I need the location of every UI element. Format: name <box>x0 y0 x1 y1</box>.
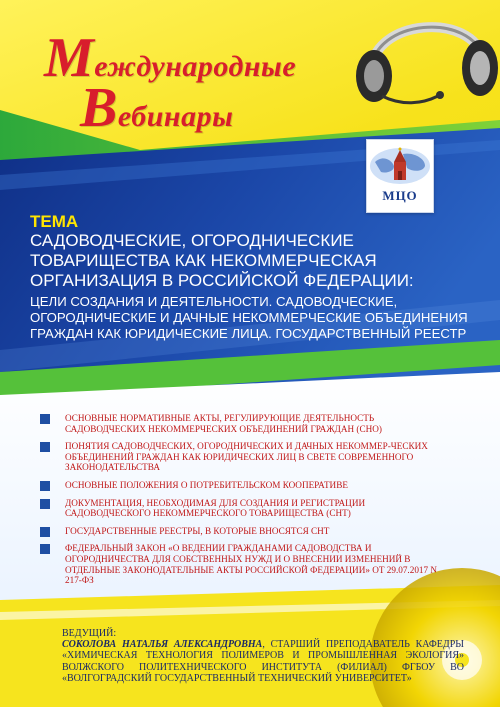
list-item <box>40 441 444 473</box>
headphones-icon <box>352 0 500 112</box>
title-line-2 <box>80 76 233 140</box>
title-line-1-rest: еждународные <box>94 50 297 83</box>
presenter-details: , СТАРШИЙ ПРЕПОДАВАТЕЛЬ КАФЕДРЫ «ХИМИЧЕСКАЯ ТЕХНОЛОГИЯ ПОЛИМЕРОВ И ПРОМЫШЛЕННАЯ ЭКОЛОГИЯ» ВОЛЖСКОГО ПОЛИТЕХНИЧЕСКОГО ИНСТИТУТА (ФИЛИАЛ) ФГБОУ ВО «ВОЛГОГРАДСКИЙ ГОСУДАРСТВЕННЫЙ ТЕХНИЧЕСКИЙ УНИВЕРСИТЕТ» <box>62 639 465 684</box>
bullet-square-icon <box>40 499 50 509</box>
theme-title: САДОВОДЧЕСКИЕ, ОГОРОДНИЧЕСКИЕ ТОВАРИЩЕСТВА КАК НЕКОММЕРЧЕСКАЯ ОРГАНИЗАЦИЯ В РОССИЙСКОЙ ФЕДЕРАЦИИ: <box>30 231 414 290</box>
bullet-square-icon <box>40 442 50 452</box>
list-item-text: ОСНОВНЫЕ НОРМАТИВНЫЕ АКТЫ, РЕГУЛИРУЮЩИЕ ДЕЯТЕЛЬНОСТЬ САДОВОДЧЕСКИХ НЕКОММЕРЧЕСКИХ ОБЪЕДИНЕНИЙ ГРАЖДАН (СНО) <box>65 413 382 434</box>
list-item <box>40 526 444 537</box>
presenter-name: СОКОЛОВА НАТАЛЬЯ АЛЕКСАНДРОВНА <box>62 639 263 651</box>
list-item-text: ФЕДЕРАЛЬНЫЙ ЗАКОН «О ВЕДЕНИИ ГРАЖДАНАМИ САДОВОДСТВА И ОГОРОДНИЧЕСТВА ДЛЯ СОБСТВЕННЫХ НУЖД И О ВНЕСЕНИИ ИЗМЕНЕНИЙ В ОТДЕЛЬНЫЕ ЗАКОНОДАТЕЛЬНЫЕ АКТЫ РОССИЙСКОЙ ФЕДЕРАЦИИ» ОТ 29.07.2017 N 217-ФЗ <box>65 543 438 586</box>
theme-label: ТЕМА <box>30 212 79 231</box>
mco-logo <box>366 139 434 213</box>
world-map-logo-icon <box>367 142 433 188</box>
bullet-square-icon <box>40 481 50 491</box>
list-item <box>40 413 444 434</box>
title-line-2-rest: ебинары <box>117 100 234 133</box>
list-item-text: ПОНЯТИЯ САДОВОДЧЕСКИХ, ОГОРОДНИЧЕСКИХ И ДАЧНЫХ НЕКОММЕР-ЧЕСКИХ ОБЪЕДИНЕНИЙ ГРАЖДАН КАК ЮРИДИЧЕСКИХ ЛИЦ В СВЕТЕ СОВРЕМЕННОГО ЗАКОНОДАТЕЛЬСТВА <box>65 441 428 473</box>
list-item-text: ГОСУДАРСТВЕННЫЕ РЕЕСТРЫ, В КОТОРЫЕ ВНОСЯТСЯ СНТ <box>65 525 330 536</box>
bullet-square-icon <box>40 527 50 537</box>
theme-subtitle: ЦЕЛИ СОЗДАНИЯ И ДЕЯТЕЛЬНОСТИ. САДОВОДЧЕСКИЕ, ОГОРОДНИЧЕСКИЕ И ДАЧНЫЕ НЕКОММЕРЧЕСКИЕ ОБЪЕДИНЕНИЯ ГРАЖДАН КАК ЮРИДИЧЕСКИЕ ЛИЦА. ГОСУДАРСТВЕННЫЙ РЕЕСТР <box>30 294 468 341</box>
title-line-1-initial: М <box>44 27 95 89</box>
presenter-label: ВЕДУЩИЙ: <box>62 628 117 639</box>
list-item <box>40 498 444 519</box>
list-item-text: ДОКУМЕНТАЦИЯ, НЕОБХОДИМАЯ ДЛЯ СОЗДАНИЯ И РЕГИСТРАЦИИ САДОВОДЧЕСКОГО НЕКОММЕРЧЕСКОГО ТОВАРИЩЕСТВА (СНТ) <box>65 497 366 519</box>
bullet-square-icon <box>40 544 50 554</box>
list-item-text: ОСНОВНЫЕ ПОЛОЖЕНИЯ О ПОТРЕБИТЕЛЬСКОМ КООПЕРАТИВЕ <box>65 479 348 490</box>
bullet-square-icon <box>40 414 50 424</box>
list-item <box>40 480 444 491</box>
logo-text: МЦО <box>382 188 418 203</box>
presenter-info <box>62 628 464 684</box>
title-line-2-initial: В <box>80 77 118 139</box>
